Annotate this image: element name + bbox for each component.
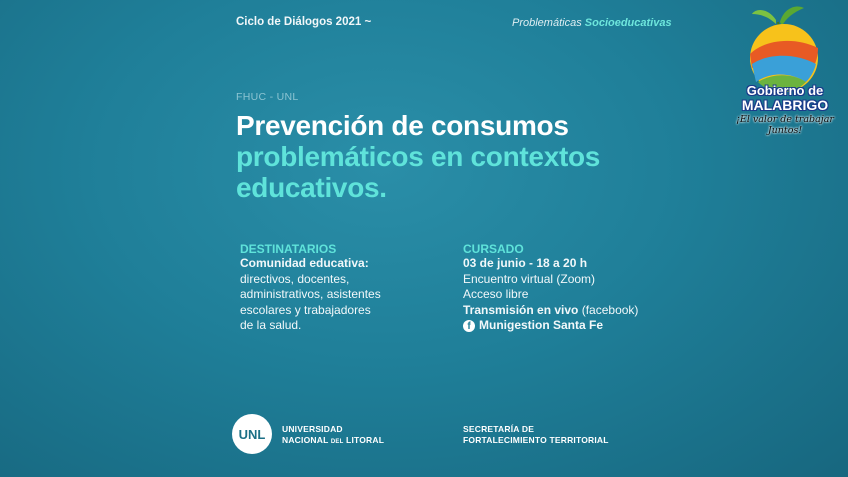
cursado-section bbox=[463, 242, 683, 334]
facebook-link[interactable] bbox=[463, 318, 683, 334]
page-title bbox=[236, 110, 600, 203]
cursado-mode: Encuentro virtual (Zoom) bbox=[463, 271, 596, 286]
cycle-label: Ciclo de Diálogos 2021 ~ bbox=[236, 16, 372, 28]
unl-logo: UNL bbox=[232, 414, 272, 454]
unl-line-1: UNIVERSIDAD bbox=[282, 424, 343, 434]
topic-prefix: Problemáticas bbox=[512, 17, 582, 29]
topic-label bbox=[512, 17, 672, 29]
secretaria-line-2: FORTALECIMIENTO TERRITORIAL bbox=[463, 435, 609, 445]
facebook-icon: f bbox=[463, 320, 475, 332]
topic-accent: Socioeducativas bbox=[584, 17, 672, 29]
cursado-stream: Transmisión en vivo bbox=[463, 302, 579, 317]
title-line-2: problemáticos en contextos bbox=[236, 141, 601, 172]
malabrigo-line-2: MALABRIGO bbox=[741, 97, 829, 113]
destinatarios-line: escolares y trabajadores bbox=[240, 302, 371, 317]
cursado-body bbox=[463, 256, 683, 334]
cursado-label: CURSADO bbox=[463, 242, 524, 256]
facebook-page-name: Munigestion Santa Fe bbox=[479, 318, 604, 332]
title-line-1: Prevención de consumos bbox=[236, 110, 569, 141]
unl-line-2a: NACIONAL bbox=[282, 435, 329, 445]
cursado-date: 03 de junio - 18 a 20 h bbox=[463, 256, 588, 270]
destinatarios-line: administrativos, asistentes bbox=[240, 287, 381, 301]
destinatarios-lead: Comunidad educativa bbox=[240, 256, 365, 270]
destinatarios-line: directivos, docentes, bbox=[240, 271, 350, 286]
secretaria-name bbox=[463, 424, 609, 446]
cursado-access: Acceso libre bbox=[463, 287, 529, 301]
malabrigo-line-1: Gobierno de bbox=[746, 83, 824, 98]
unl-name bbox=[282, 424, 384, 448]
cursado-stream-platform: (facebook) bbox=[581, 302, 639, 317]
title-line-3: educativos. bbox=[236, 172, 387, 203]
destinatarios-body: Comunidad educativa: directivos, docentes, administrativos, asistentes escolares y trabajadores de la salud. bbox=[240, 256, 381, 332]
secretaria-line-1: SECRETARÍA DE bbox=[463, 424, 535, 434]
destinatarios-line: de la salud. bbox=[240, 318, 302, 332]
unl-line-2c: LITORAL bbox=[346, 435, 385, 445]
unl-line-2b: DEL bbox=[330, 439, 344, 445]
destinatarios-section bbox=[240, 242, 440, 334]
org-line: FHUC - UNL bbox=[236, 91, 299, 103]
malabrigo-slogan: ¡El valor de trabajar Juntos! bbox=[736, 114, 834, 136]
malabrigo-title bbox=[726, 84, 844, 112]
destinatarios-label: DESTINATARIOS bbox=[240, 242, 337, 256]
